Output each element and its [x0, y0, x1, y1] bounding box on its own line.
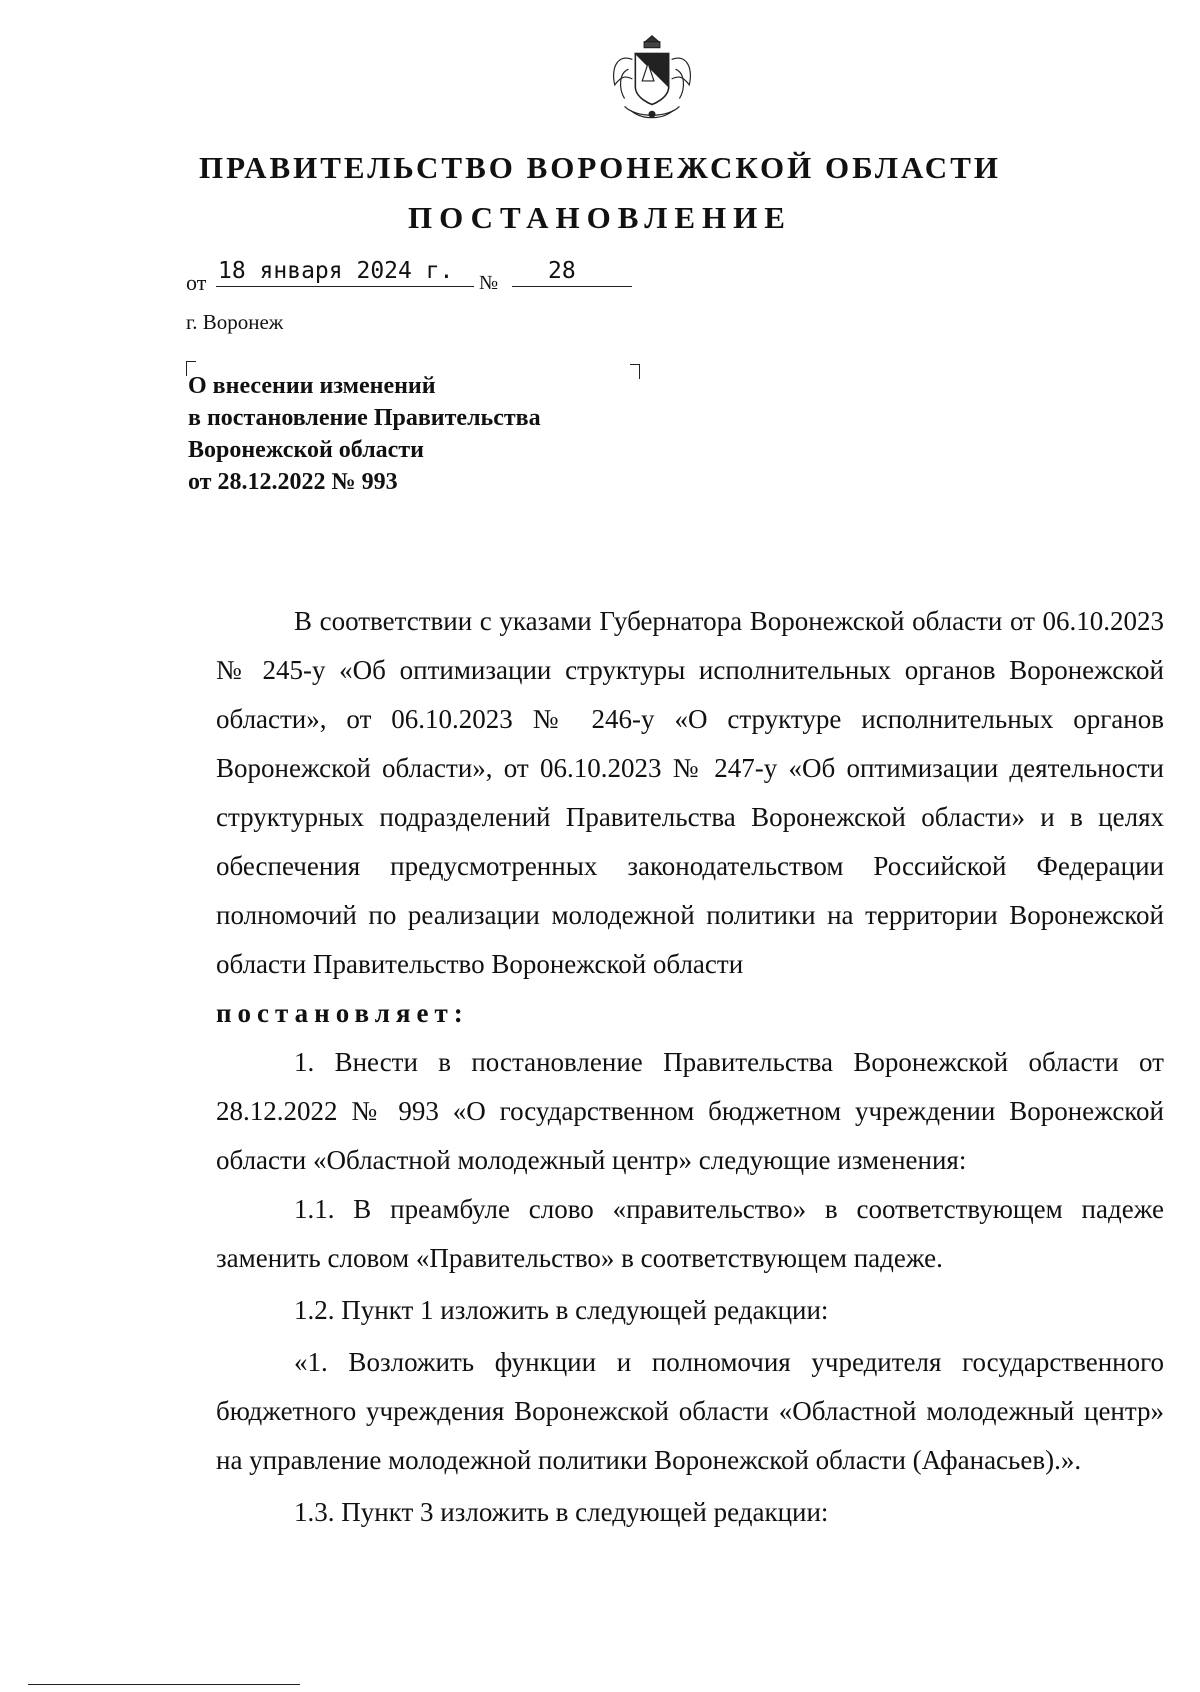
- subject-line: от 28.12.2022 № 993: [188, 469, 398, 495]
- resolves-word: постановляет:: [216, 998, 469, 1028]
- subject-line: Воронежской области: [188, 437, 424, 463]
- document-subject: [188, 370, 541, 498]
- date-prefix: от: [186, 270, 207, 295]
- subject-corner-right: [630, 364, 640, 379]
- number-underline: [512, 286, 632, 287]
- city: г. Воронеж: [186, 310, 284, 334]
- paragraph-1-2-quote: «1. Возложить функции и полномочия учредителя государственного бюджетного учреждения Воронежской области «Областной молодежный центр» на управление молодежной политики Воронежской области (Афанасьев).».: [216, 1347, 1164, 1475]
- number-prefix: №: [479, 272, 499, 294]
- paragraph-1: 1. Внести в постановление Правительства Воронежской области от 28.12.2022 № 993 «О государственном бюджетном учреждении Воронежской области «Областной молодежный центр» следующие изменения:: [216, 1047, 1164, 1175]
- organization-title: ПРАВИТЕЛЬСТВО ВОРОНЕЖСКОЙ ОБЛАСТИ: [199, 150, 1001, 185]
- date-underline: [216, 286, 474, 287]
- preamble-paragraph: В соответствии с указами Губернатора Воронежской области от 06.10.2023 № 245-у «Об оптимизации структуры исполнительных органов Воронежской области», от 06.10.2023 № 246-у «О структуре исполнительных органов Воронежской области», от 06.10.2023 № 247-у «Об оптимизации деятельности структурных подразделений Правительства Воронежской области» и в целях обеспечения предусмотренных законодательством Российской Федерации полномочий по реализации молодежной политики на территории Воронежской области Правительство Воронежской области: [216, 606, 1164, 979]
- footnote-separator: [28, 1684, 300, 1685]
- document-type: ПОСТАНОВЛЕНИЕ: [408, 200, 792, 235]
- date-value: 18 января 2024 г.: [218, 258, 454, 284]
- paragraph-1-2: 1.2. Пункт 1 изложить в следующей редакции:: [294, 1295, 829, 1325]
- document-body: [216, 597, 1164, 1537]
- paragraph-1-3: 1.3. Пункт 3 изложить в следующей редакции:: [294, 1497, 829, 1527]
- subject-line: О внесении изменений: [188, 373, 436, 399]
- number-value: 28: [548, 258, 576, 284]
- subject-line: в постановление Правительства: [188, 405, 541, 431]
- voronezh-coat-of-arms-icon: [603, 30, 701, 128]
- paragraph-1-1: 1.1. В преамбуле слово «правительство» в соответствующем падеже заменить словом «Правительство» в соответствующем падеже.: [216, 1194, 1164, 1273]
